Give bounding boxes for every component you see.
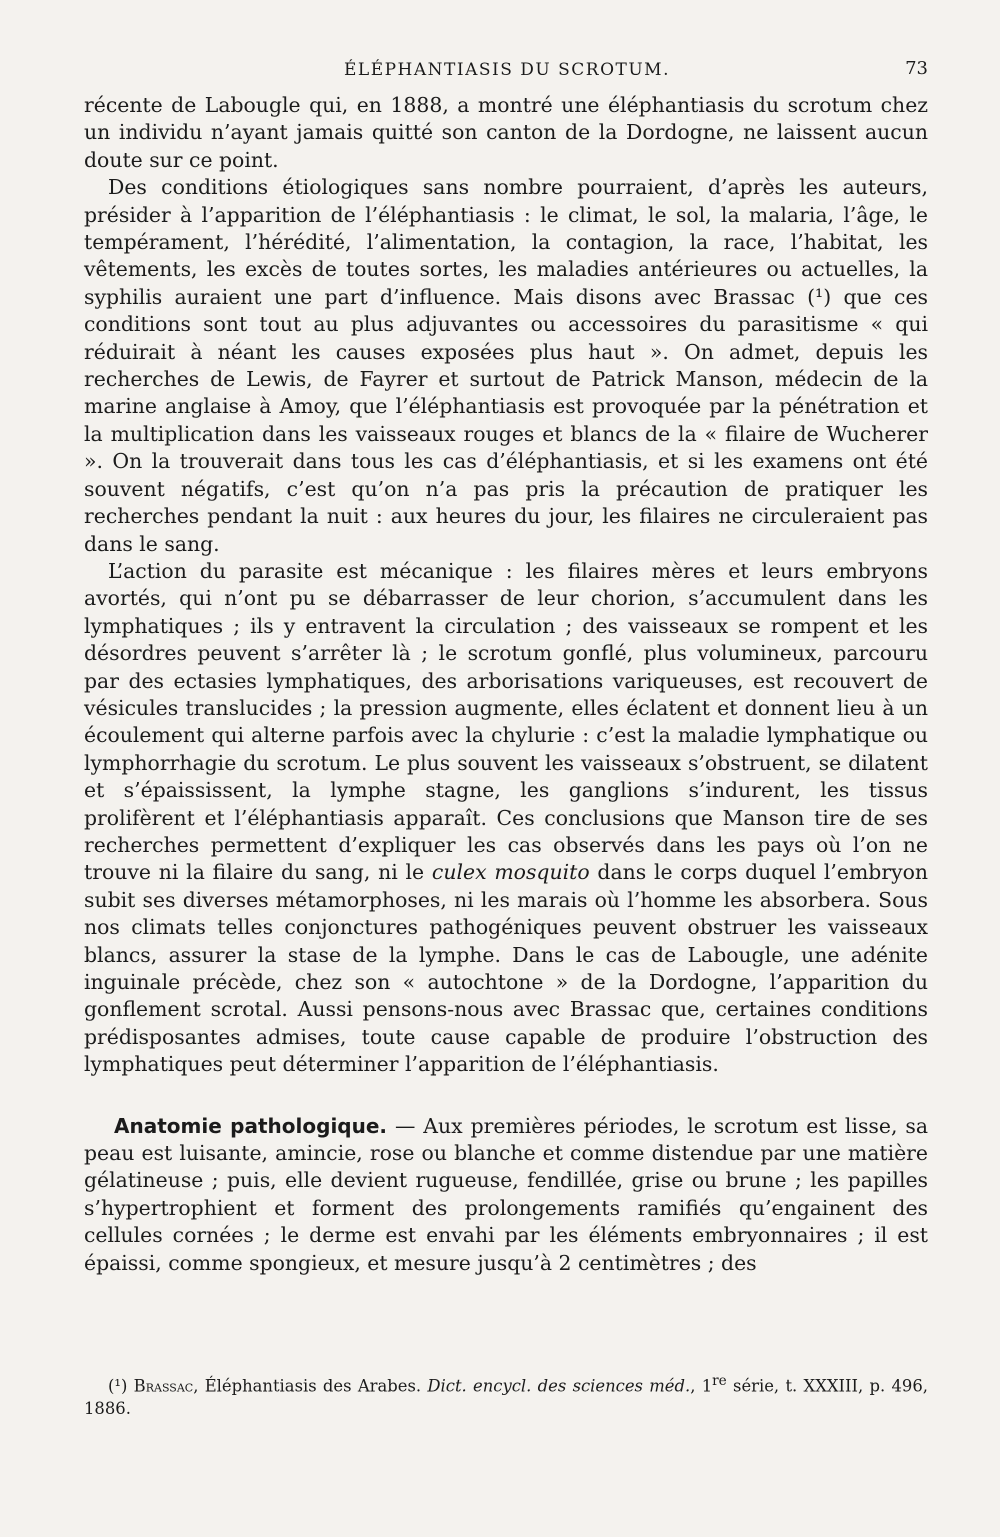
italic-term: culex mosquito [431,860,590,885]
footnote-author: Brassac [133,1376,194,1396]
footnotes [84,1370,928,1420]
page-header [86,58,928,88]
paragraph-3 [84,558,928,1079]
footnote-series-number: , 1 [690,1376,713,1396]
paragraph-2-text-b: que ces conditions sont tout au plus adjuvantes ou accessoires du parasitisme « qui réduirait à néant les causes exposées plus haut ». On admet, depuis les recherches de Lewis, de Fayrer et surtout de Patrick Manson, médecin de la marine anglaise à Amoy, que l’éléphantiasis est provoquée par la pénétration et la multiplication dans les vaisseaux rouges et blancs de la « filaire de Wucherer ». On la trouverait dans tous les cas d’éléphantiasis, et si les examens ont été souvent négatifs, c’est qu’on n’a pas pris la précaution de pratiquer les recherches pendant la nuit : aux heures du jour, les filaires ne circuleraient pas dans le sang. [84,284,929,556]
paragraph-4-text: — Aux premières périodes, le scrotum est lisse, sa peau est luisante, amincie, rose ou blanche et comme distendue par une matière gélatineuse ; puis, elle devient rugueuse, fendillée, grise ou brune ; les papilles s’hypertrophient et forment des prolongements ramifiés qu’engainent des cellules cornées ; le derme est envahi par les éléments embryonnaires ; il est épaissi, comme spongieux, et mesure jusqu’à 2 centimètres ; des [84,1113,928,1275]
paragraph-1-text: récente de Labougle qui, en 1888, a montré une éléphantiasis du scrotum chez un individu n’ayant jamais quitté son canton de la Dordogne, ne laissent aucun doute sur ce point. [84,93,928,172]
footnote-series-superscript: re [712,1373,727,1389]
paragraph-4 [84,1113,928,1277]
footnote-marker: (¹) [108,1376,128,1396]
paragraph-2 [84,174,928,558]
footnote-reference: (¹) [807,284,832,309]
section-heading: Anatomie pathologique. [114,1113,388,1138]
footnote-1 [84,1370,928,1420]
running-title: ÉLÉPHANTIASIS DU SCROTUM. [344,60,670,80]
footnote-journal: Dict. encycl. des sciences méd. [427,1376,691,1396]
paragraph-3-text-a: L’action du parasite est mécanique : les filaires mères et leurs embryons avortés, qui n’ont pu se débarrasser de leur chorion, s’accumulent dans les lymphatiques ; ils y entravent la circulation ; des vaisseaux se rompent et les désordres peuvent s’arrêter là ; le scrotum gonflé, plus volumineux, parcouru par des ectasies lymphatiques, des arborisations variqueuses, est recouvert de vésicules translucides ; la pression augmente, elles éclatent et donnent lieu à un écoulement qui alterne parfois avec la chylurie : c’est la maladie lymphatique ou lymphorrhagie du scrotum. Le plus souvent les vaisseaux s’obstruent, se dilatent et s’épaississent, la lymphe stagne, les ganglions s’indurent, les tissus prolifèrent et l’éléphantiasis apparaît. Ces conclusions que Manson tire de ses recherches permettent d’expliquer les cas observés dans les pays où l’on ne trouve ni la filaire du sang, ni le [84,558,928,885]
paragraph-1 [84,92,928,174]
footnote-title: , Éléphantiasis des Arabes. [193,1376,422,1396]
page-number: 73 [905,58,928,79]
body-text [84,92,928,1277]
paragraph-2-text-a: Des conditions étiologiques sans nombre pourraient, d’après les auteurs, présider à l’apparition de l’éléphantiasis : le climat, le sol, la malaria, l’âge, le tempérament, l’hérédité, l’alimentation, la contagion, la race, l’habitat, les vêtements, les excès de toutes sortes, les maladies antérieures ou actuelles, la syphilis auraient une part d’influence. Mais disons avec Brassac [84,175,928,309]
footnote-details: série, t. XXXIII, p. 496, 1886. [84,1376,928,1419]
paragraph-3-text-b: dans le corps duquel l’embryon subit ses diverses métamorphoses, ni les marais où l’homme les absorbera. Sous nos climats telles conjonctures pathogéniques peuvent obstruer les vaisseaux blancs, assurer la stase de la lymphe. Dans le cas de Labougle, une adénite inguinale précède, chez son « autochtone » de la Dordogne, l’apparition du gonflement scrotal. Aussi pensons-nous avec Brassac que, certaines conditions prédisposantes admises, toute cause capable de produire l’obstruction des lymphatiques peut déterminer l’apparition de l’éléphantiasis. [84,860,929,1077]
